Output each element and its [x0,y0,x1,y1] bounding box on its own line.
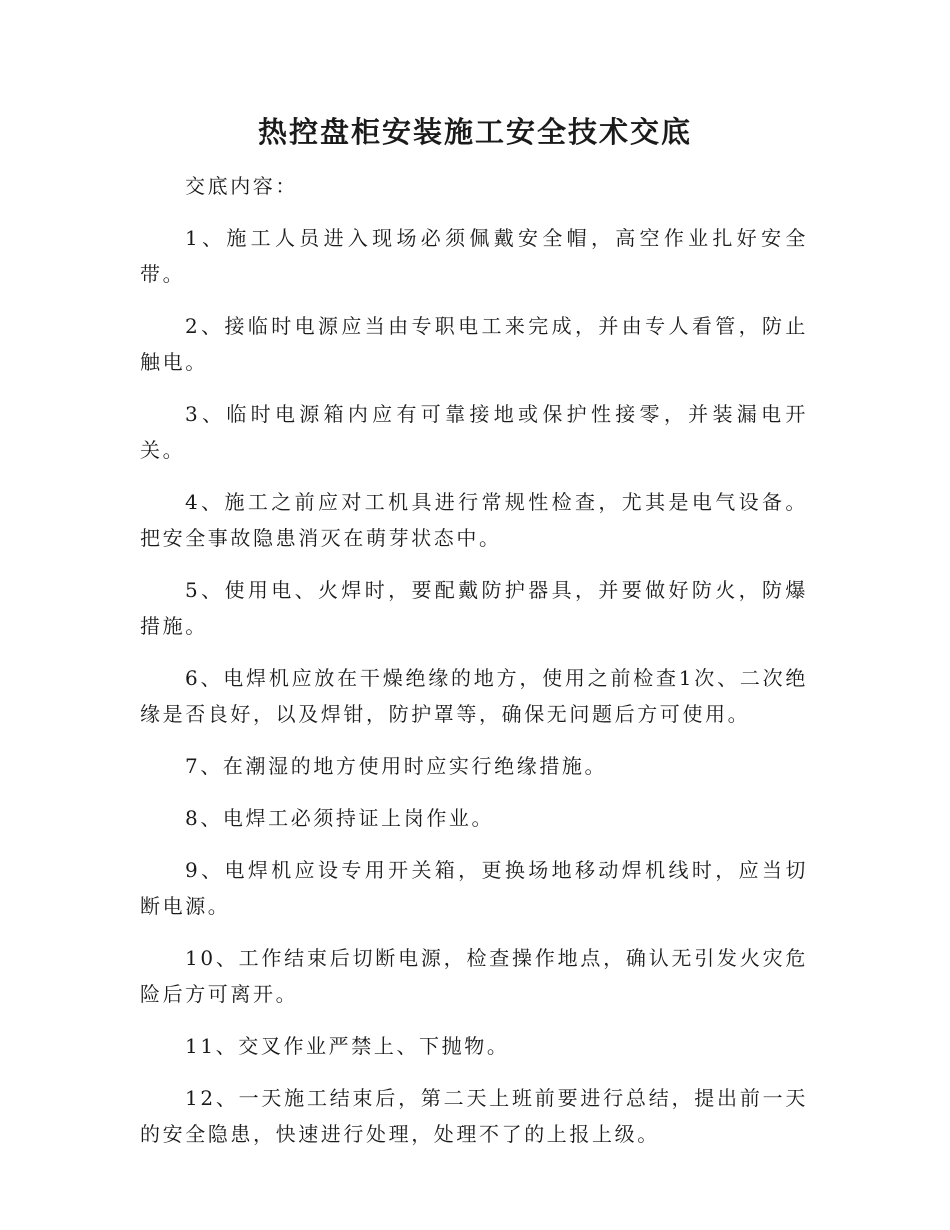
safety-item-9: 9、电焊机应设专用开关箱，更换场地移动焊机线时，应当切断电源。 [140,858,808,918]
safety-item-10: 10、工作结束后切断电源，检查操作地点，确认无引发火灾危险后方可离开。 [140,946,808,1006]
safety-item-4: 4、施工之前应对工机具进行常规性检查，尤其是电气设备。把安全事故隐患消灭在萌芽状态中。 [140,490,808,550]
document-body [140,168,808,1168]
safety-item-8: 8、电焊工必须持证上岗作业。 [185,806,495,830]
safety-item-3: 3、临时电源箱内应有可靠接地或保护性接零，并装漏电开关。 [140,402,808,462]
safety-item-6: 6、电焊机应放在干燥绝缘的地方，使用之前检查1次、二次绝缘是否良好，以及焊钳，防护罩等，确保无问题后方可使用。 [140,666,808,726]
document-title: 热控盘柜安装施工安全技术交底 [257,115,692,149]
safety-item-2: 2、接临时电源应当由专职电工来完成，并由专人看管，防止触电。 [140,314,808,374]
safety-item-7: 7、在潮湿的地方使用时应实行绝缘措施。 [185,754,608,778]
safety-item-5: 5、使用电、火焊时，要配戴防护器具，并要做好防火，防爆措施。 [140,578,808,638]
safety-item-12: 12、一天施工结束后，第二天上班前要进行总结，提出前一天的安全隐患，快速进行处理，处理不了的上报上级。 [140,1086,808,1146]
intro-line: 交底内容： [185,174,298,198]
safety-item-11: 11、交叉作业严禁上、下抛物。 [185,1034,510,1058]
safety-item-1: 1、施工人员进入现场必须佩戴安全帽，高空作业扎好安全带。 [140,226,808,286]
